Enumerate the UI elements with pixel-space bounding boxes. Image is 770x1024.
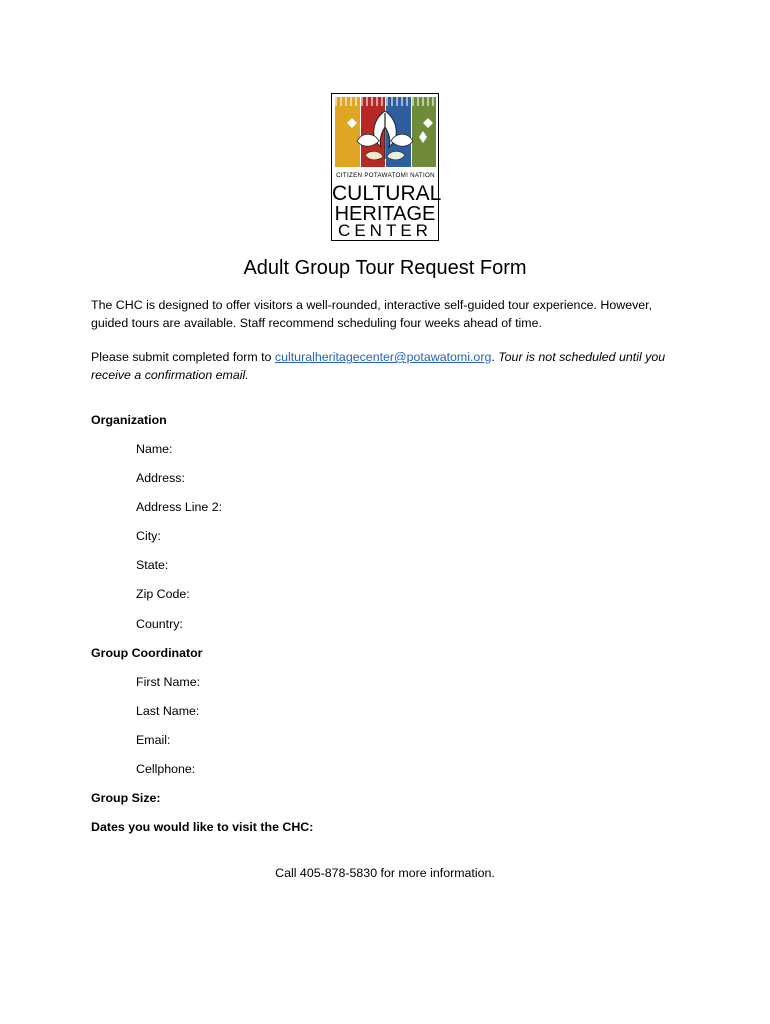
org-city-label: City: xyxy=(136,529,161,543)
org-address-label: Address: xyxy=(136,471,185,485)
coordinator-cellphone-label: Cellphone: xyxy=(136,762,196,776)
cultural-heritage-center-logo xyxy=(331,93,442,241)
logo-word-heritage: HERITAGE xyxy=(334,203,436,225)
org-address-line2-label: Address Line 2: xyxy=(136,500,223,514)
coordinator-email-label: Email: xyxy=(136,733,171,747)
email-link[interactable]: culturalheritagecenter@potawatomi.org xyxy=(274,350,492,364)
logo-tagline: CITIZEN POTAWATOMI NATION xyxy=(336,172,435,179)
submit-separator: . xyxy=(491,350,499,364)
logo-leaf-emblem xyxy=(335,97,436,167)
logo-word-center: CENTER xyxy=(338,221,432,240)
organization-heading: Organization xyxy=(91,413,167,427)
page-title: Adult Group Tour Request Form xyxy=(243,257,527,279)
group-coordinator-heading: Group Coordinator xyxy=(91,646,203,660)
coordinator-first-name-label: First Name: xyxy=(136,675,201,689)
contact-footer: Call 405-878-5830 for more information. xyxy=(275,866,495,880)
org-name-label: Name: xyxy=(136,442,173,456)
submit-instructions xyxy=(91,348,681,384)
coordinator-last-name-label: Last Name: xyxy=(136,704,200,718)
group-size-label: Group Size: xyxy=(91,791,161,805)
submit-prefix: Please submit completed form to xyxy=(91,350,275,364)
org-country-label: Country: xyxy=(136,617,183,631)
visit-dates-label: Dates you would like to visit the CHC: xyxy=(91,820,314,834)
org-state-label: State: xyxy=(136,558,169,572)
org-zip-label: Zip Code: xyxy=(136,587,190,601)
confirmation-note: Tour is not scheduled until you receive a confirmation email. xyxy=(91,350,666,382)
logo-word-cultural: CULTURAL xyxy=(332,182,442,205)
intro-paragraph: The CHC is designed to offer visitors a well-rounded, interactive self-guided tour experience. However, guided tours are available. Staff recommend scheduling four weeks ahead of time. xyxy=(91,298,653,330)
